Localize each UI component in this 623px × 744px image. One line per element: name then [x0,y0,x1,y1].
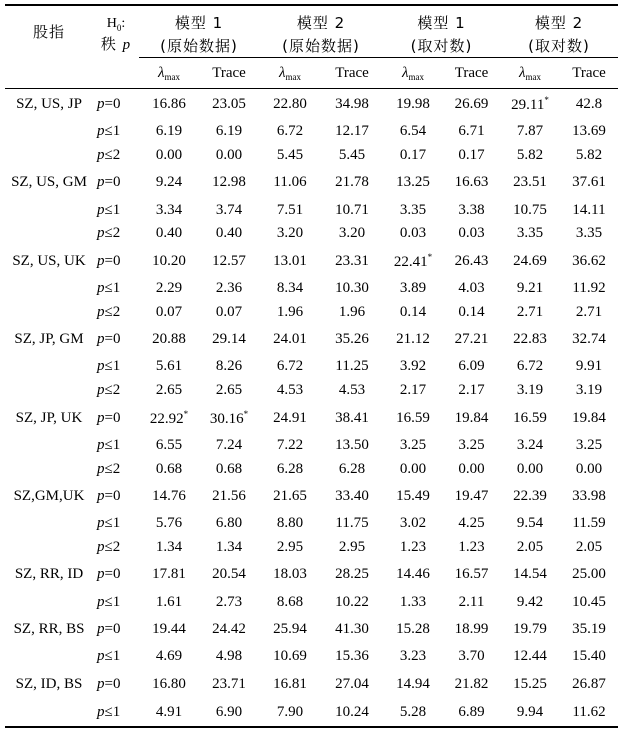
table-row [5,120,618,144]
value-cell: 0.00 [575,460,603,477]
value-cell: 1.96 [276,303,304,320]
value-cell: 19.84 [572,409,606,426]
trace-header: Trace [454,64,489,81]
value-cell: 4.53 [338,382,366,399]
rank-cell: p=0 [97,675,121,692]
rank-cell: p=0 [97,487,121,504]
value-cell: 4.91 [155,704,183,721]
value-cell: 24.42 [212,620,246,637]
value-cell: 14.54 [513,566,547,583]
value-cell: 5.82 [575,147,603,164]
index-cell: SZ, ID, BS [15,675,83,692]
index-cell: SZ, RR, ID [14,566,84,583]
value-cell: 2.17 [458,382,485,399]
value-cell: 0.68 [215,460,243,477]
rank-cell: p≤1 [97,515,121,532]
value-cell: 23.51 [513,174,547,191]
trace-header: Trace [212,64,246,81]
value-cell: 15.36 [335,648,369,665]
table-row [5,536,618,560]
value-cell: 10.30 [335,280,369,297]
h0-header-line1: $H_0$: [106,16,126,33]
value-cell: 14.46 [396,566,430,583]
value-cell: 6.19 [155,123,183,140]
table-row [5,645,618,669]
table-row [5,300,618,324]
value-cell: 2.65 [155,382,183,399]
value-cell: 16.57 [454,566,489,583]
index-cell [5,198,93,222]
value-cell: 6.19 [215,123,243,140]
value-cell: 2.95 [338,538,366,555]
index-cell: SZ, RR, BS [13,620,85,637]
value-cell: 2.36 [215,280,243,297]
value-cell: 10.22 [335,593,369,610]
value-cell: 11.59 [572,515,606,532]
rank-cell: p≤2 [97,303,121,320]
value-cell: 24.69 [513,252,547,269]
value-cell: 22.41* [393,251,433,270]
value-cell: 0.40 [215,225,243,242]
value-cell: 3.02 [399,515,427,532]
value-cell: 2.29 [155,280,183,297]
index-cell [5,457,93,481]
value-cell: 0.40 [155,225,183,242]
group-header-2-line1: 模型 2 [296,14,346,32]
value-cell: 3.23 [399,648,427,665]
index-cell [5,645,93,669]
value-cell: 15.25 [513,675,547,692]
value-cell: 34.98 [335,96,369,112]
value-cell: 17.81 [152,566,186,583]
value-cell: 24.91 [273,409,307,426]
value-cell: 0.03 [458,225,485,242]
value-cell: 21.56 [212,487,246,504]
index-cell: SZ, JP, UK [15,409,83,426]
table-row [5,198,618,222]
value-cell: 3.34 [155,201,183,218]
value-cell: 6.28 [338,460,366,477]
value-cell: 20.88 [152,331,186,348]
value-cell: 0.00 [458,460,485,477]
value-cell: 2.71 [575,303,603,320]
value-cell: 3.35 [575,225,603,242]
value-cell: 3.35 [516,225,544,242]
value-cell: 4.53 [276,382,304,399]
rank-cell: p=0 [97,620,121,637]
value-cell: 33.98 [572,487,606,504]
index-cell [5,512,93,536]
value-cell: 19.79 [513,620,547,637]
value-cell: 1.34 [155,538,183,555]
value-cell: 3.74 [215,201,243,218]
value-cell: 23.31 [335,252,369,269]
value-cell: 19.47 [454,487,489,504]
value-cell: 16.63 [454,174,489,191]
value-cell: 22.39 [513,487,547,504]
value-cell: 25.00 [572,566,606,583]
table-row [5,590,618,614]
table-row [5,403,618,434]
rank-cell: p≤1 [97,704,121,721]
value-cell: 12.57 [212,252,246,269]
index-cell: SZ, US, UK [12,252,86,269]
table-row [5,434,618,458]
value-cell: 2.73 [215,593,243,610]
value-cell: 15.28 [396,620,430,637]
value-cell: 41.30 [335,620,369,637]
value-cell: 3.92 [399,358,427,375]
value-cell: 16.59 [513,409,547,426]
value-cell: 6.71 [458,123,485,140]
value-cell: 5.45 [338,147,366,164]
value-cell: 3.38 [458,201,485,218]
value-cell: 9.91 [575,358,603,375]
value-cell: 11.25 [335,358,369,375]
value-cell: 30.16* [209,408,249,427]
value-cell: 11.62 [572,704,606,721]
value-cell: 27.04 [335,675,369,692]
value-cell: 0.03 [399,225,427,242]
rank-cell: p≤2 [97,147,121,164]
rank-cell: p≤2 [97,225,121,242]
value-cell: 29.11* [511,95,549,113]
rank-cell: p≤1 [97,358,121,375]
value-cell: 3.25 [458,436,485,453]
value-cell: 22.80 [273,96,307,112]
value-cell: 3.70 [458,648,485,665]
value-cell: 2.71 [516,303,544,320]
index-cell [5,144,93,168]
table-row [5,144,618,168]
value-cell: 8.26 [215,358,243,375]
value-cell: 9.21 [516,280,544,297]
table-row [5,324,618,355]
cointegration-test-table [5,4,618,728]
value-cell: 0.17 [458,147,485,164]
value-cell: 11.92 [572,280,606,297]
value-cell: 21.12 [396,331,430,348]
index-cell [5,536,93,560]
rank-cell: p=0 [97,96,121,112]
rank-cell: p≤1 [97,201,121,218]
value-cell: 32.74 [572,331,606,348]
table-row [5,457,618,481]
rank-cell: p≤1 [97,280,121,297]
value-cell: 3.20 [276,225,304,242]
value-cell: 22.83 [513,331,547,348]
value-cell: 26.87 [572,675,606,692]
trace-header: Trace [335,64,369,81]
value-cell: 8.34 [276,280,304,297]
value-cell: 6.28 [276,460,304,477]
value-cell: 22.92* [149,408,189,427]
value-cell: 21.65 [273,487,307,504]
value-cell: 5.82 [516,147,544,164]
value-cell: 9.54 [516,515,544,532]
group-header-1-line1: 模型 1 [174,14,224,32]
table-row [5,167,618,198]
value-cell: 6.72 [276,123,304,140]
value-cell: 18.99 [454,620,489,637]
value-cell: 2.05 [516,538,544,555]
value-cell: 13.50 [335,436,369,453]
value-cell: 6.72 [516,358,544,375]
index-column-header: 股指 [32,23,65,42]
rank-cell: p≤1 [97,648,121,665]
table-row [5,355,618,379]
rank-cell: p≤2 [97,538,121,555]
value-cell: 0.00 [516,460,544,477]
value-cell: 23.05 [212,96,246,112]
value-cell: 5.76 [155,515,183,532]
trace-header: Trace [572,64,606,81]
group-header-3-line1: 模型 1 [417,14,466,32]
table-header [5,5,618,89]
group-header-4-line2: (取对数) [500,33,618,58]
value-cell: 13.69 [572,123,606,140]
value-cell: 19.44 [152,620,186,637]
value-cell: 16.59 [396,409,430,426]
value-cell: 3.89 [399,280,427,297]
value-cell: 0.17 [399,147,427,164]
value-cell: 7.90 [276,704,304,721]
value-cell: 35.26 [335,331,369,348]
value-cell: 0.14 [458,303,485,320]
value-cell: 2.05 [575,538,603,555]
value-cell: 7.24 [215,436,243,453]
value-cell: 8.80 [276,515,304,532]
value-cell: 29.14 [212,331,246,348]
lambda-max-header: $\lambda_{max}$ [279,64,301,82]
value-cell: 7.87 [516,123,544,140]
table-row [5,89,618,121]
index-cell [5,120,93,144]
value-cell: 1.96 [338,303,366,320]
value-cell: 9.24 [155,174,183,191]
rank-cell: p=0 [97,252,121,269]
rank-cell: p≤2 [97,382,121,399]
value-cell: 6.90 [215,704,243,721]
index-cell [5,700,93,727]
value-cell: 16.81 [273,675,307,692]
value-cell: 25.94 [273,620,307,637]
value-cell: 13.01 [273,252,307,269]
table-row [5,559,618,590]
value-cell: 26.43 [454,252,489,269]
value-cell: 26.69 [454,96,489,112]
rank-cell: p=0 [97,331,121,348]
value-cell: 7.22 [276,436,304,453]
value-cell: 3.25 [575,436,603,453]
value-cell: 10.20 [152,252,186,269]
value-cell: 0.14 [399,303,427,320]
value-cell: 14.11 [572,201,606,218]
value-cell: 2.11 [458,593,485,610]
value-cell: 14.76 [152,487,186,504]
rank-cell: p≤1 [97,593,121,610]
value-cell: 3.19 [516,382,544,399]
value-cell: 8.68 [276,593,304,610]
value-cell: 5.28 [399,704,427,721]
value-cell: 6.54 [399,123,427,140]
group-header-2-line2: (原始数据) [259,33,383,58]
h0-header-line2: 秩 p [100,35,132,53]
value-cell: 5.61 [155,358,183,375]
value-cell: 3.20 [338,225,366,242]
rank-cell: p≤2 [97,460,121,477]
rank-cell: p=0 [97,409,121,426]
rank-cell: p≤1 [97,123,121,140]
value-cell: 6.89 [458,704,485,721]
value-cell: 1.23 [399,538,427,555]
table-body [5,89,618,727]
value-cell: 9.94 [516,704,544,721]
value-cell: 15.40 [572,648,606,665]
value-cell: 4.25 [458,515,485,532]
index-cell [5,434,93,458]
index-cell [5,222,93,246]
value-cell: 6.55 [155,436,183,453]
value-cell: 19.98 [396,96,430,112]
index-cell [5,355,93,379]
index-cell: SZ, JP, GM [14,331,84,348]
value-cell: 11.06 [273,174,307,191]
index-cell: SZ, US, GM [11,174,87,191]
group-header-3-line2: (取对数) [383,33,500,58]
index-cell: SZ, US, JP [16,96,82,112]
value-cell: 6.80 [215,515,243,532]
index-cell: SZ,GM,UK [13,487,85,504]
value-cell: 0.00 [215,147,243,164]
value-cell: 19.84 [454,409,489,426]
index-cell [5,590,93,614]
value-cell: 18.03 [273,566,307,583]
value-cell: 15.49 [396,487,430,504]
table-row [5,246,618,277]
value-cell: 4.98 [215,648,243,665]
value-cell: 3.25 [399,436,427,453]
value-cell: 20.54 [212,566,246,583]
group-header-1-line2: (原始数据) [139,33,259,58]
value-cell: 13.25 [396,174,430,191]
value-cell: 0.00 [399,460,427,477]
value-cell: 1.23 [458,538,485,555]
value-cell: 2.65 [215,382,243,399]
value-cell: 4.69 [155,648,183,665]
value-cell: 5.45 [276,147,304,164]
rank-cell: p=0 [97,174,121,191]
value-cell: 3.19 [575,382,603,399]
table-row [5,481,618,512]
value-cell: 36.62 [572,252,606,269]
table-row [5,222,618,246]
value-cell: 1.34 [215,538,243,555]
value-cell: 14.94 [396,675,430,692]
value-cell: 11.75 [335,515,369,532]
value-cell: 42.8 [575,96,603,112]
index-cell [5,379,93,403]
value-cell: 37.61 [572,174,606,191]
value-cell: 0.07 [155,303,183,320]
value-cell: 2.17 [399,382,427,399]
value-cell: 0.00 [155,147,183,164]
value-cell: 4.03 [458,280,485,297]
value-cell: 6.72 [276,358,304,375]
table-row [5,512,618,536]
group-header-4-line1: 模型 2 [534,14,584,32]
value-cell: 21.82 [454,675,489,692]
value-cell: 24.01 [273,331,307,348]
value-cell: 35.19 [572,620,606,637]
value-cell: 12.44 [513,648,547,665]
value-cell: 9.42 [516,593,544,610]
table-row [5,669,618,700]
table-row [5,277,618,301]
value-cell: 12.98 [212,174,246,191]
value-cell: 12.17 [335,123,369,140]
value-cell: 7.51 [276,201,304,218]
value-cell: 23.71 [212,675,246,692]
value-cell: 16.86 [152,96,186,112]
value-cell: 0.07 [215,303,243,320]
value-cell: 10.45 [572,593,606,610]
value-cell: 3.24 [516,436,544,453]
value-cell: 16.80 [152,675,186,692]
value-cell: 10.24 [335,704,369,721]
value-cell: 10.75 [513,201,547,218]
value-cell: 6.09 [458,358,485,375]
value-cell: 10.71 [335,201,369,218]
value-cell: 28.25 [335,566,369,583]
value-cell: 2.95 [276,538,304,555]
lambda-max-header: $\lambda_{max}$ [158,64,180,82]
value-cell: 10.69 [273,648,307,665]
table-row [5,614,618,645]
table-row [5,379,618,403]
value-cell: 1.33 [399,593,427,610]
value-cell: 0.68 [155,460,183,477]
value-cell: 1.61 [155,593,183,610]
value-cell: 27.21 [454,331,489,348]
lambda-max-header: $\lambda_{max}$ [402,64,424,82]
rank-cell: p≤1 [97,436,121,453]
value-cell: 38.41 [335,409,369,426]
table-row [5,700,618,727]
lambda-max-header: $\lambda_{max}$ [519,64,541,82]
value-cell: 3.35 [399,201,427,218]
index-cell [5,277,93,301]
rank-cell: p=0 [97,566,121,583]
index-cell [5,300,93,324]
value-cell: 33.40 [335,487,369,504]
value-cell: 21.78 [335,174,369,191]
